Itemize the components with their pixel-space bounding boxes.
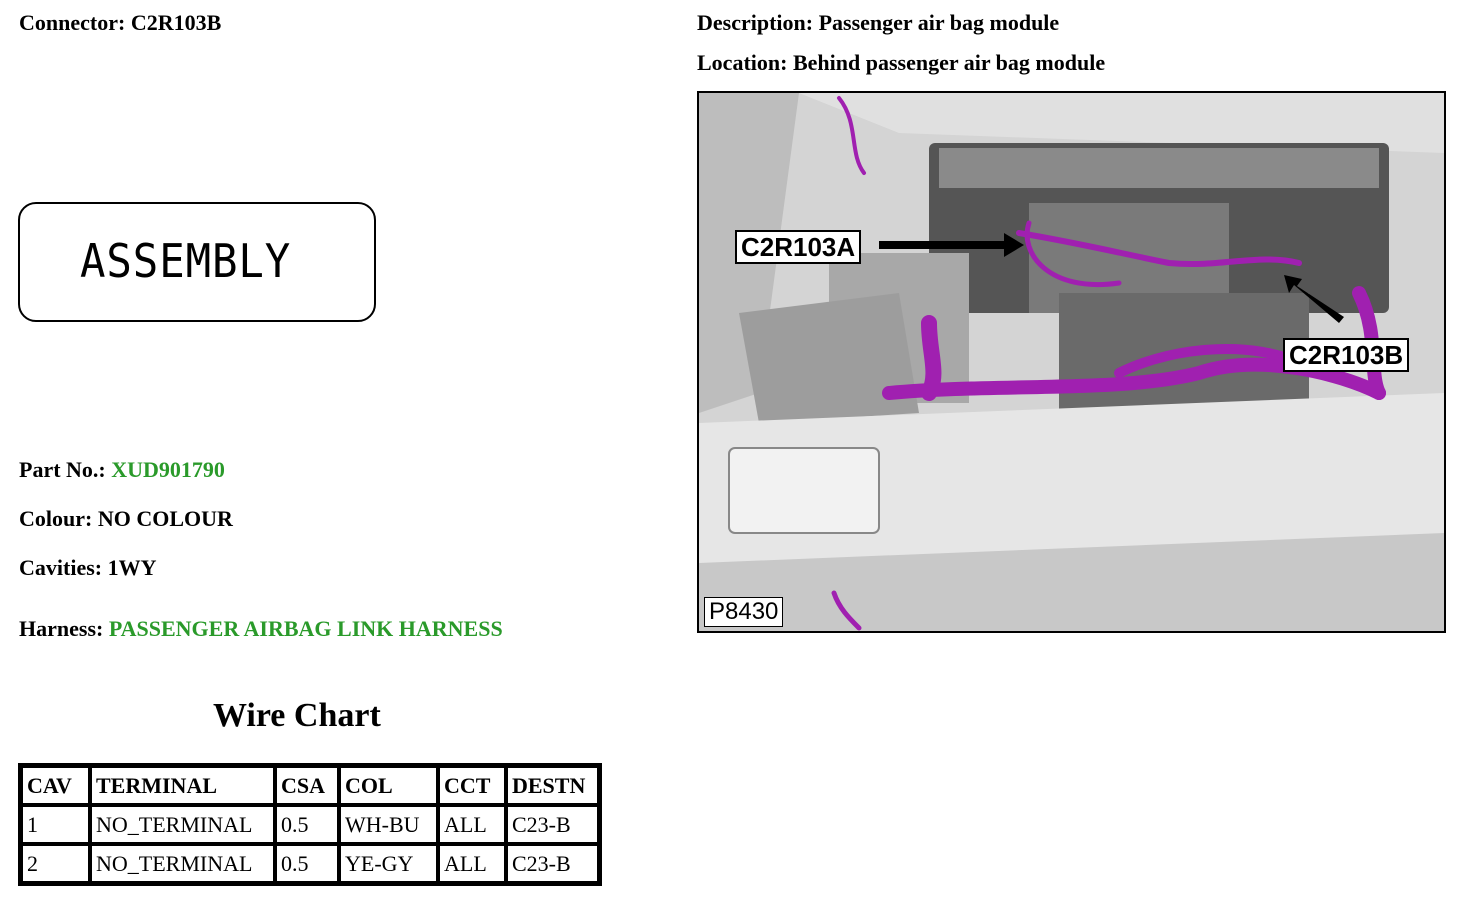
- cell-terminal: NO_TERMINAL: [90, 844, 275, 883]
- connector-value: C2R103B: [130, 10, 222, 35]
- description-label: Description:: [697, 10, 814, 35]
- colour-label: Colour:: [19, 506, 93, 531]
- cell-cct: ALL: [438, 805, 506, 844]
- cell-terminal: NO_TERMINAL: [90, 805, 275, 844]
- location-value: Behind passenger air bag module: [792, 50, 1106, 75]
- harness-line: [19, 616, 503, 642]
- photo-code: P8430: [704, 597, 783, 627]
- cell-destn: C23-B: [506, 805, 599, 844]
- colour-value: NO COLOUR: [97, 506, 233, 531]
- connector-line: [19, 10, 221, 36]
- harness-link[interactable]: PASSENGER AIRBAG LINK HARNESS: [108, 616, 503, 641]
- cell-cav: 1: [21, 805, 90, 844]
- cavities-label: Cavities:: [19, 555, 103, 580]
- colour-line: [19, 506, 233, 532]
- cell-csa: 0.5: [275, 844, 339, 883]
- table-row: [21, 805, 599, 844]
- description-line: [697, 10, 1059, 36]
- cell-cav: 2: [21, 844, 90, 883]
- cell-col: WH-BU: [339, 805, 438, 844]
- header-cav: CAV: [21, 766, 90, 805]
- cell-col: YE-GY: [339, 844, 438, 883]
- table-header-row: [21, 766, 599, 805]
- part-number-link[interactable]: XUD901790: [111, 457, 225, 482]
- part-number-line: [19, 457, 225, 483]
- location-label: Location:: [697, 50, 788, 75]
- wire-chart-title: Wire Chart: [213, 697, 381, 734]
- connector-label: Connector:: [19, 10, 126, 35]
- callout-c2r103b: C2R103B: [1283, 338, 1409, 372]
- cell-cct: ALL: [438, 844, 506, 883]
- header-destn: DESTN: [506, 766, 599, 805]
- wire-chart-table: [18, 763, 602, 886]
- header-cct: CCT: [438, 766, 506, 805]
- header-terminal: TERMINAL: [90, 766, 275, 805]
- harness-label: Harness:: [19, 616, 104, 641]
- cavities-line: [19, 555, 156, 581]
- header-col: COL: [339, 766, 438, 805]
- location-photo: [697, 91, 1446, 633]
- cell-destn: C23-B: [506, 844, 599, 883]
- description-value: Passenger air bag module: [818, 10, 1060, 35]
- part-number-label: Part No.:: [19, 457, 106, 482]
- assembly-box: [18, 202, 376, 322]
- callout-c2r103a: C2R103A: [735, 230, 861, 264]
- cell-csa: 0.5: [275, 805, 339, 844]
- header-csa: CSA: [275, 766, 339, 805]
- location-line: [697, 50, 1105, 76]
- assembly-text: ASSEMBLY: [80, 234, 292, 288]
- table-row: [21, 844, 599, 883]
- cavities-value: 1WY: [107, 555, 157, 580]
